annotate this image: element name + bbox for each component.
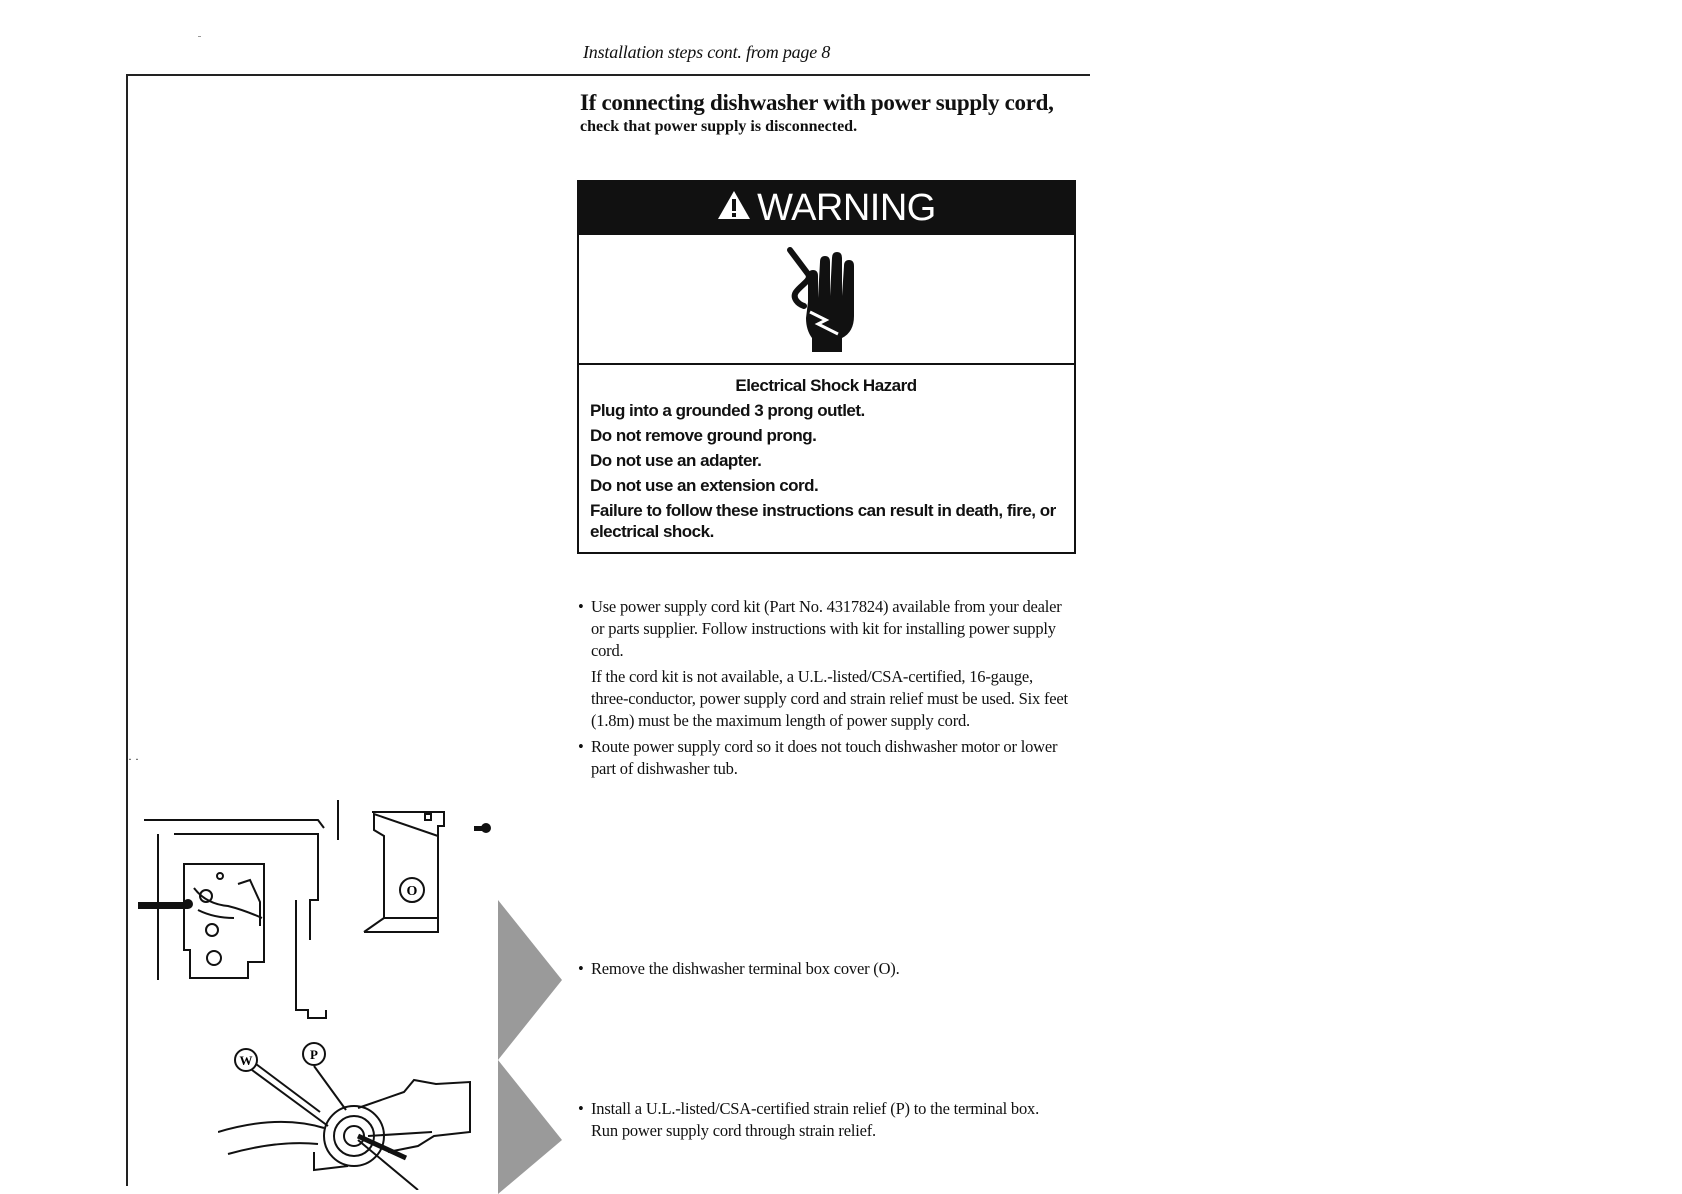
cover-label: O bbox=[406, 884, 418, 899]
shock-hazard-pictogram bbox=[579, 235, 1074, 365]
step-arrow-icon bbox=[498, 900, 564, 1060]
hazard-title: Electrical Shock Hazard bbox=[735, 376, 917, 395]
instruction-cord-alternative: If the cord kit is not available, a U.L.-listed/CSA-certified, 16-gauge, three-conductor, power supply cord and strain relief must be used. Six feet (1.8m) must be the maximum length of power supply cord. bbox=[591, 667, 1068, 730]
top-rule bbox=[126, 74, 1090, 76]
warning-line: Plug into a grounded 3 prong outlet. bbox=[590, 401, 865, 420]
cord-instructions bbox=[578, 596, 1068, 780]
strain-relief-step bbox=[578, 1098, 1068, 1142]
wire-label: W bbox=[239, 1053, 253, 1068]
warning-box bbox=[577, 180, 1076, 554]
warning-line: Do not use an extension cord. bbox=[590, 476, 819, 495]
hand-shock-icon bbox=[772, 240, 882, 358]
scan-marks: · · bbox=[128, 752, 139, 766]
warning-line: Do not use an adapter. bbox=[590, 451, 762, 470]
scan-speck bbox=[198, 36, 201, 37]
left-rule bbox=[126, 74, 128, 1186]
instruction-remove-cover: • Remove the dishwasher terminal box cover (O). bbox=[578, 958, 1068, 980]
warning-triangle-icon bbox=[717, 187, 751, 230]
warning-heading: WARNING bbox=[757, 187, 936, 229]
instruction-strain-relief: • Install a U.L.-listed/CSA-certified strain relief (P) to the terminal box. Run power supply cord through strain relief. bbox=[578, 1098, 1068, 1142]
step-arrow-icon bbox=[498, 1060, 564, 1194]
strain-relief-figure bbox=[218, 1040, 480, 1190]
instruction-route-cord: • Route power supply cord so it does not touch dishwasher motor or lower part of dishwasher tub. bbox=[578, 736, 1068, 780]
remove-cover-step bbox=[578, 958, 1068, 980]
warning-line: Do not remove ground prong. bbox=[590, 426, 817, 445]
warning-text bbox=[579, 365, 1074, 542]
strain-relief-label: P bbox=[310, 1047, 318, 1062]
warning-header bbox=[579, 182, 1074, 235]
section-title: If connecting dishwasher with power supply cord, bbox=[580, 90, 1054, 115]
section-subtitle: check that power supply is disconnected. bbox=[580, 118, 858, 135]
instruction-cord-kit: • Use power supply cord kit (Part No. 4317824) available from your dealer or parts supplier. Follow instructions with kit for installing power supply cord. bbox=[578, 596, 1068, 662]
page-header: Installation steps cont. from page 8 bbox=[583, 42, 831, 62]
warning-line: Failure to follow these instructions can result in death, fire, or electrical shock. bbox=[590, 501, 1056, 541]
terminal-box-figure bbox=[138, 800, 508, 1030]
